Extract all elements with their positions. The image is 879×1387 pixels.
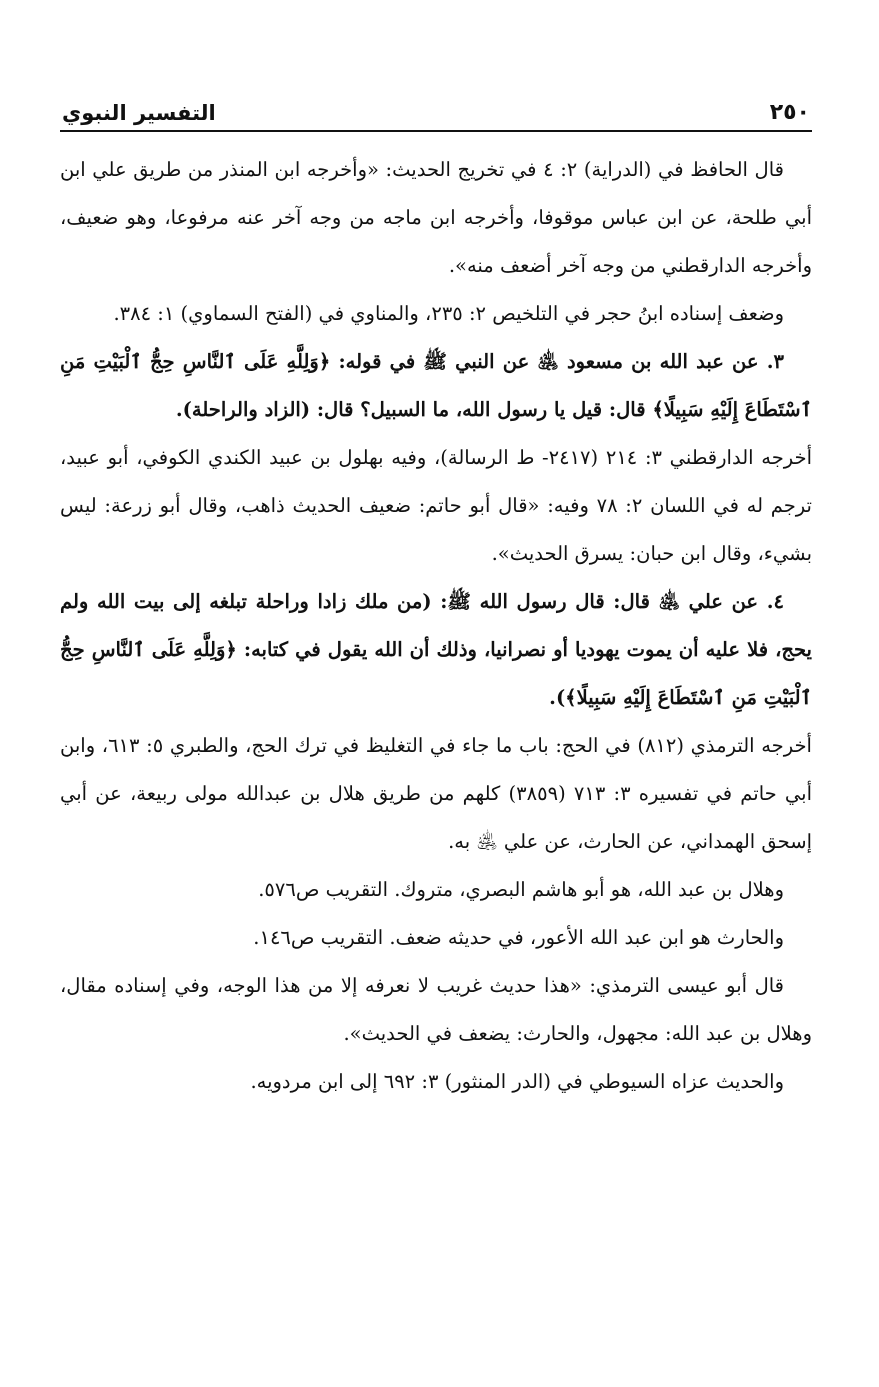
paragraph-weakness-note: وضعف إسناده ابنُ حجر في التلخيص ٢: ٢٣٥، والمناوي في (الفتح السماوي) ١: ٣٨٤. [113,302,784,325]
page-number: ٢٥٠ [769,100,810,125]
document-page [60,92,812,1106]
paragraph-dirayah-quote: قال الحافظ في (الدراية) ٢: ٤ في تخريج الحديث: «وأخرجه ابن المنذر من طريق علي ابن أبي طلحة، عن ابن عباس موقوفا، وأخرجه ابن ماجه من وجه آخر عنه مرفوعا، وهو ضعيف، وأخرجه الدارقطني من وجه آخر أضعف منه». [60,158,812,277]
paragraph-tirmidhi-takhrij: أخرجه الترمذي (٨١٢) في الحج: باب ما جاء في التغليظ في ترك الحج، والطبري ٥: ٦١٣، وابن أبي حاتم في تفسيره ٣: ٧١٣ (٣٨٥٩) كلهم من طريق هلال بن عبدالله مولى ربيعة، عن أبي إسحق الهمداني، عن الحارث، عن علي ﵁ به. [60,734,812,853]
page-body [60,146,812,1106]
hadith-4: ٤. عن علي ﵁ قال: قال رسول الله ﷺ: (من ملك زادا وراحلة تبلغه إلى بيت الله ولم يحج، فلا عليه أن يموت يهوديا أو نصرانيا، وذلك أن الله يقول في كتابه: ﴿وَلِلَّهِ عَلَى ٱلنَّاسِ حِجُّ ٱلْبَيْتِ مَنِ ٱسْتَطَاعَ إِلَيْهِ سَبِيلًا﴾). [60,590,812,709]
paragraph-harith-note: والحارث هو ابن عبد الله الأعور، في حديثه ضعف. التقريب ص١٤٦. [253,926,784,949]
paragraph-tirmidhi-quote: قال أبو عيسى الترمذي: «هذا حديث غريب لا نعرفه إلا من هذا الوجه، وفي إسناده مقال، وهلال بن عبد الله: مجهول، والحارث: يضعف في الحديث». [60,974,812,1045]
paragraph-suyuti-note: والحديث عزاه السيوطي في (الدر المنثور) ٣: ٦٩٢ إلى ابن مردويه. [250,1070,784,1093]
running-title: التفسير النبوي [62,101,216,125]
paragraph-daraqutni-takhrij: أخرجه الدارقطني ٣: ٢١٤ (٢٤١٧- ط الرسالة)، وفيه بهلول بن عبيد الكندي الكوفي، أبو عبيد، ترجم له في اللسان ٢: ٧٨ وفيه: «قال أبو حاتم: ضعيف الحديث ذاهب، وقال أبو زرعة: ليس بشيء، وقال ابن حبان: يسرق الحديث». [60,446,812,565]
paragraph-hilal-note: وهلال بن عبد الله، هو أبو هاشم البصري، متروك. التقريب ص٥٧٦. [258,878,784,901]
hadith-3: ٣. عن عبد الله بن مسعود ﵁ عن النبي ﷺ في قوله: ﴿وَلِلَّهِ عَلَى ٱلنَّاسِ حِجُّ ٱلْبَيْتِ مَنِ ٱسْتَطَاعَ إِلَيْهِ سَبِيلًا﴾ قال: قيل يا رسول الله، ما السبيل؟ قال: (الزاد والراحلة). [60,350,812,421]
page-header [60,92,812,132]
